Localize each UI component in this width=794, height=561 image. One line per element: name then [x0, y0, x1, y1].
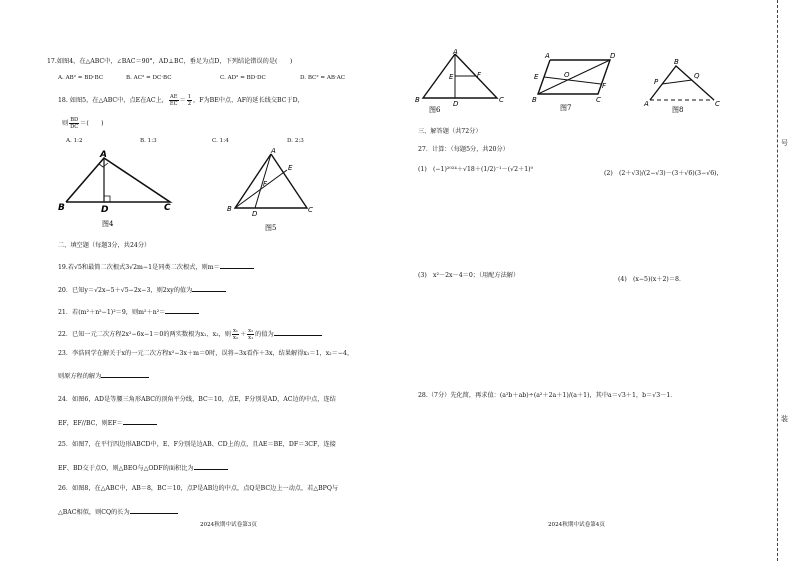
q18-fraction-ae-ec: [169, 94, 179, 107]
fig5-label-f: F: [263, 180, 268, 188]
q23-blank[interactable]: [101, 371, 149, 378]
q18-stem-a: 18. 如图5，在△ABC中，点E在AC上，: [58, 97, 168, 104]
q17-stem: 17.如图4，在△ABC中，∠BAC＝90°，AD⊥BC，垂足为点D，下列结论错误的是( ): [47, 58, 293, 65]
figure-6: [415, 48, 505, 116]
q23b: [58, 371, 149, 381]
q26b: [58, 507, 178, 517]
fig6-label-d: D: [453, 100, 459, 108]
fig4-label-b: B: [58, 203, 65, 213]
figure-7: [530, 48, 626, 114]
q18-then-den: DC: [70, 124, 79, 130]
fig6-caption: 图6: [429, 106, 441, 114]
q18-option-b: B. 1:3: [140, 138, 157, 144]
fig8-caption: 图8: [672, 106, 684, 114]
q22-num2: x₂: [248, 328, 254, 334]
fig7-label-e: E: [534, 73, 539, 81]
q22-num1: x₁: [232, 328, 238, 334]
q22: 22．已知一元二次方程2x²−6x−1＝0的两实数根为x₁、x₂，则 $\frac{\text{x₁}}{\text{x₂}}$ ＋ $\frac{\text{x₂}}{\text{x₁}}$ 的值为: [58, 328, 322, 341]
q18-then: [62, 117, 104, 130]
q18-frac-num: AE: [169, 94, 178, 100]
binding-label-top: 号: [781, 139, 788, 147]
q19: [58, 262, 254, 272]
fig4-label-a: A: [100, 150, 107, 160]
q26b-text: △BAC相似，则CQ的长为: [58, 509, 130, 516]
q22-blank[interactable]: [274, 329, 322, 336]
fig5-label-c: C: [308, 206, 313, 214]
q18-frac-den: EC: [169, 101, 178, 107]
q22-frac-2: [247, 328, 254, 341]
q20-blank[interactable]: [192, 285, 226, 292]
q17-option-c: C. AD² = BD·DC: [220, 75, 266, 81]
q18-half-num: 1: [187, 94, 192, 100]
q22-frac-1: [232, 328, 239, 341]
fig5-caption: 图5: [265, 224, 277, 232]
fig6-label-f: F: [477, 71, 482, 79]
q23: 23．李浩同学在解关于x的一元二次方程x²−3x＋m＝0时，误将−3x看作＋3x，结果解得x₁＝1，x₂＝−4，: [58, 350, 354, 357]
fig4-caption: 图4: [102, 220, 114, 228]
q27-heading: 27．计算：（每题5分，共20分）: [418, 146, 509, 153]
fig6-label-c: C: [499, 96, 504, 104]
fig5-label-a-text: A: [271, 148, 276, 155]
q18-option-d: D. 2:3: [287, 138, 304, 144]
fig7-label-f: F: [602, 82, 607, 90]
fig7-label-d: D: [610, 52, 616, 60]
q25b: [58, 463, 228, 473]
fig7-label-o: O: [564, 71, 570, 79]
q24: 24．如图6，AD是等腰三角形ABC的顶角平分线，BC＝10，点E，F分别是AD，AC边的中点，连结: [58, 396, 336, 403]
q27-part-1: (1) (−1)²⁰²⁴＋√18＋(1/2)⁻¹－(√2＋1)⁰: [418, 166, 534, 173]
q18-option-a: A. 1:2: [66, 138, 83, 144]
q18-stem: [58, 94, 304, 107]
q25b-text: EF、BD交于点O，则△BEO与△ODF的面积比为: [58, 465, 194, 472]
fig5-label-d: D: [252, 210, 258, 218]
fig7-caption: 图7: [560, 104, 572, 112]
fig7-label-a: A: [545, 52, 550, 60]
q17-option-a: A. AB² = BD·BC: [58, 75, 104, 81]
q21-text: 21．若(m²＋n²−1)²＝9，则m²＋n²＝: [58, 309, 166, 316]
section-3-heading: 三、解答题（共72分）: [418, 128, 482, 135]
figure-8: [642, 54, 722, 114]
q22-den1: x₂: [232, 335, 238, 341]
q18-stem-c: ，F为BE中点，AF的延长线交BC于D，: [193, 97, 304, 104]
fig5-label-e: E: [288, 164, 293, 172]
q22-text-a: 22．已知一元二次方程2x²−6x−1＝0的两实数根为x₁、x₂，则: [58, 331, 231, 338]
binding-line: [777, 0, 778, 561]
fig7-label-b: B: [532, 96, 537, 104]
fig8-label-a: A: [644, 100, 649, 108]
figure-5: [225, 148, 325, 234]
q19-text: 19.若√5和最简二次根式3√2m−1是同类二次根式，则m＝: [58, 264, 220, 271]
q17-option-d: D. BC² = AB·AC: [300, 75, 346, 81]
q21: [58, 307, 199, 317]
q18-option-c: C. 1:4: [212, 138, 229, 144]
q26-blank[interactable]: [130, 507, 178, 514]
fig8-label-b: B: [674, 58, 679, 66]
footer-left: 2024秋期中试卷第3页: [200, 522, 257, 528]
fig4-label-c: C: [164, 203, 171, 213]
q22-den2: x₁: [248, 335, 254, 341]
q18-then-num: BD: [70, 117, 79, 123]
binding-label-bottom: 装: [781, 415, 788, 423]
footer-right: 2024秋期中试卷第4页: [548, 522, 605, 528]
q24b: [58, 418, 157, 428]
q18-half-den: 2: [187, 101, 192, 107]
fig5-label-b: B: [227, 205, 232, 213]
q23b-text: 则原方程的解为: [58, 373, 102, 380]
q26: 26．如图8，在△ABC中，AB＝8，BC＝10，点P是AB边的中点，点Q是BC边上一动点，若△BPQ与: [58, 485, 339, 492]
fig8-label-c: C: [715, 100, 720, 108]
q17-option-b: B. AC² = DC·BC: [126, 75, 172, 81]
fig6-label-e: E: [449, 73, 454, 81]
q28: 28.（7分）先化简，再求值：(a²b＋ab)÷(a²＋2a＋1)/(a＋1)，其中a＝√3＋1，b＝√3－1．: [418, 392, 677, 399]
q25: 25．如图7，在平行四边形ABCD中，E、F分别是边AB、CD上的点，且AE＝BE，DF＝3CF，连接: [58, 441, 336, 448]
fig8-label-q: Q: [694, 72, 700, 80]
q21-blank[interactable]: [165, 307, 199, 314]
q20-text: 20．已知y＝√2x−5＋√5−2x−3，则2xy的值为: [58, 287, 193, 294]
q27-part-2: (2) (2＋√3)/(2−√3)－(3＋√6)(3−√6)，: [604, 170, 723, 177]
q19-blank[interactable]: [220, 262, 254, 269]
q18-fraction-half: [187, 94, 192, 107]
section-2-heading: 二、填空题（每题3分，共24分）: [58, 242, 151, 249]
q27-part-3: (3) x²－2x－4＝0；（用配方法解）: [418, 272, 520, 279]
q18-stem-b: ＝: [179, 97, 186, 104]
q27-part-4: (4) (x−5)(x＋2)＝8．: [618, 276, 686, 283]
q18-fraction-bd-dc: [69, 117, 79, 130]
q22-text-b: 的值为: [255, 331, 274, 338]
fig4-label-d: D: [101, 205, 109, 215]
fig7-label-c: C: [596, 96, 601, 104]
fig6-label-b: B: [415, 96, 420, 104]
figure-4: [58, 150, 178, 230]
q25-blank[interactable]: [194, 463, 228, 470]
fig6-label-a: A: [453, 48, 458, 56]
q24-blank[interactable]: [123, 418, 157, 425]
fig8-label-p: P: [654, 78, 659, 86]
q18-then-a: 则: [62, 120, 69, 127]
q18-then-b: ＝( ): [80, 120, 104, 127]
q24b-text: EF，EF//BC，则EF＝: [58, 420, 123, 427]
q20: [58, 285, 226, 295]
